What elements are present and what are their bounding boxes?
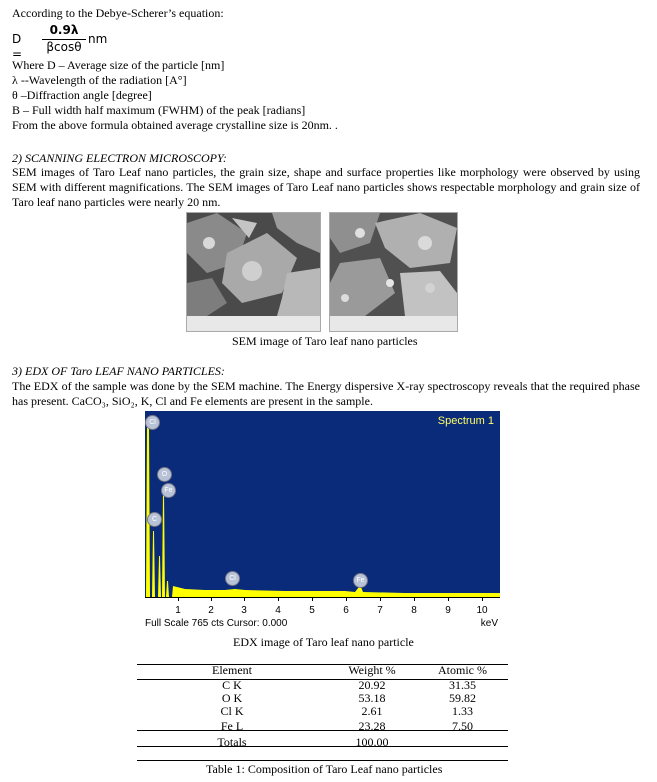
axis-tick-label: 2: [208, 605, 214, 616]
table-cell: O K: [221, 691, 243, 705]
table-row: [137, 705, 508, 718]
table-cell: 2.61: [361, 704, 383, 718]
axis-tick-label: 7: [377, 605, 383, 616]
sem-paragraph: SEM images of Taro Leaf nano particles, the grain size, shape and surface properties like morphology were observed by using SEM with different magnifications. The SEM images of Taro Leaf nano particles shows respectable morphology and grain size of Taro leaf nano particles were nearly 20 nm.: [12, 165, 640, 209]
edx-energy-axis: [145, 597, 500, 629]
table-cell: 20.92: [358, 678, 386, 692]
sem-image-left: [186, 212, 321, 332]
table-caption: Table 1: Composition of Taro Leaf nano particles: [206, 762, 443, 776]
axis-tick-label: 5: [309, 605, 315, 616]
table-row: [137, 718, 508, 735]
axis-tick-label: 9: [445, 605, 451, 616]
axis-tick-label: 4: [275, 605, 281, 616]
peak-label: C: [147, 512, 162, 527]
edx-footer-scale: Full Scale 765 cts Cursor: 0.000: [145, 618, 288, 629]
axis-tick-label: 3: [241, 605, 247, 616]
table-cell: 1.33: [452, 704, 473, 718]
peak-label: Cl: [225, 571, 240, 586]
definition-d: Where D – Average size of the particle [nm]: [12, 58, 225, 72]
composition-table: [137, 664, 508, 750]
edx-paragraph: The EDX of the sample was done by the SEM machine. The Energy dispersive X-ray spectroscopy reveals that the required phase has present. CaCO₃, SiO₂, K, Cl and Fe elements are present in the sample.: [12, 379, 640, 408]
equation-denominator: βcosθ: [46, 40, 82, 54]
table-cell: 31.35: [449, 678, 476, 692]
table-cell: 7.50: [452, 719, 473, 733]
section-heading-sem: 2) SCANNING ELECTRON MICROSCOPY:: [12, 151, 227, 165]
definition-fwhm: B – Full width half maximum (FWHM) of the peak [radians]: [12, 103, 306, 117]
axis-tick-label: 1: [175, 605, 181, 616]
peak-label: O: [157, 467, 172, 482]
table-header-row: [137, 664, 508, 679]
equation-lhs: D =: [12, 32, 23, 61]
spectrum-title: Spectrum 1: [437, 415, 494, 427]
table-mid-rule: [137, 730, 508, 731]
table-header-rule: [137, 679, 508, 680]
table-cell: Totals: [217, 735, 247, 749]
sem-image-right: [329, 212, 458, 332]
peak-label: Fe: [161, 483, 176, 498]
spectrum-trace: [145, 425, 500, 597]
table-cell: 100.00: [355, 735, 389, 749]
table-cell: C K: [222, 678, 242, 692]
equation-unit: nm: [88, 32, 108, 46]
edx-caption: EDX image of Taro leaf nano particle: [233, 635, 414, 649]
axis-tick-label: 8: [411, 605, 417, 616]
sem-info-bar: [187, 316, 320, 331]
table-total-rule: [137, 746, 508, 747]
definition-theta: θ –Diffraction angle [degree]: [12, 88, 152, 102]
table-cell: 23.28: [358, 719, 386, 733]
table-header: Atomic %: [438, 663, 487, 677]
definition-lambda: λ --Wavelength of the radiation [A°]: [12, 73, 187, 87]
table-header: Element: [212, 663, 252, 677]
section-heading-edx: 3) EDX OF Taro LEAF NANO PARTICLES:: [12, 364, 225, 378]
table-cell: Fe L: [220, 719, 244, 733]
table-total-row: [137, 735, 508, 750]
edx-spectrum-plot: [145, 411, 500, 597]
sem-info-bar: [330, 316, 457, 331]
table-cell: 59.82: [449, 691, 476, 705]
intro-text: According to the Debye-Scherer’s equation:: [12, 6, 224, 20]
axis-tick-label: 10: [476, 605, 488, 616]
crystalline-size-result: From the above formula obtained average crystalline size is 20nm. .: [12, 118, 338, 132]
table-header: Weight %: [348, 663, 396, 677]
edx-footer-unit: keV: [480, 618, 498, 629]
peak-label: Fe: [353, 573, 368, 588]
axis-tick-label: 6: [343, 605, 349, 616]
sem-caption: SEM image of Taro leaf nano particles: [232, 334, 418, 348]
table-cell: Cl K: [220, 704, 244, 718]
peak-label: Cl: [145, 415, 160, 430]
table-bottom-rule: [137, 760, 508, 761]
table-cell: 53.18: [358, 691, 386, 705]
equation-numerator: 0.9λ: [49, 23, 79, 37]
